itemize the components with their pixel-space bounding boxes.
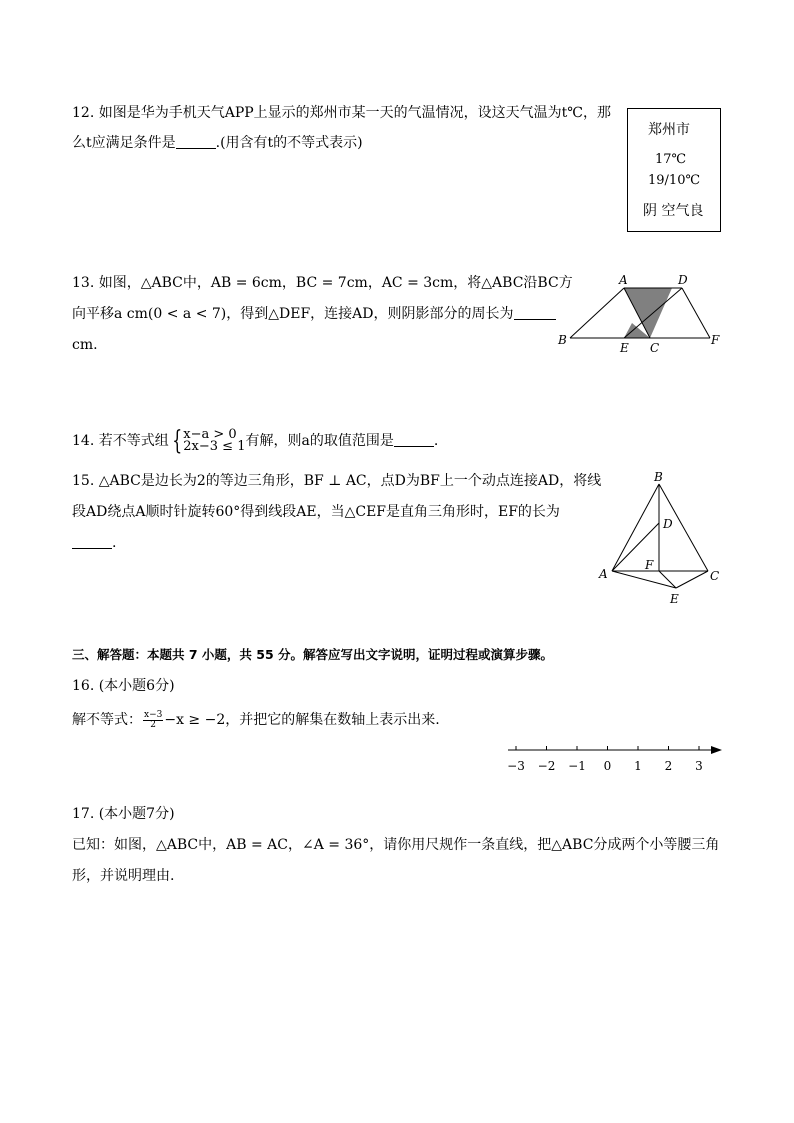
q16-line: 解不等式： $\frac{x-3}{2}$ −x ≥ −2，并把它的解集在数轴上表示出来.: [72, 709, 440, 730]
number-line-tick-label: −1: [568, 759, 586, 773]
section3-heading: 三、解答题：本题共 7 小题，共 55 分。解答应写出文字说明，证明过程或演算步骤。: [72, 647, 554, 662]
number-line: [500, 738, 730, 778]
q15-line-CE: [676, 571, 708, 588]
weather-temp-range: 19/10℃: [648, 173, 701, 188]
q13-label-D: D: [678, 273, 688, 287]
weather-card: [627, 108, 721, 232]
weather-current-temp: 17℃: [655, 152, 687, 167]
q13-line2: 向平移a cm(0 < a < 7)，得到△DEF，连接AD，则阴影部分的周长为: [72, 305, 556, 323]
q15-label-B: B: [654, 470, 663, 484]
q13-label-B: B: [558, 333, 567, 347]
q17-title: 17. (本小题7分): [72, 806, 175, 822]
weather-city: 郑州市: [648, 122, 690, 138]
q15-line2: 段AD绕点A顺时针旋转60°得到线段AE，当△CEF是直角三角形时，EF的长为: [72, 504, 560, 520]
q17-line1: 已知：如图，△ABC中，AB = AC，∠A = 36°，请你用尺规作一条直线，把△ABC分成两个小等腰三角: [72, 837, 720, 853]
q13-line-AB: [570, 288, 624, 338]
number-line-tick-label: 0: [603, 759, 612, 773]
q14-brace: {: [172, 426, 182, 456]
q13-figure: [550, 270, 730, 360]
q15-line1: 15. △ABC是边长为2的等边三角形，BF ⊥ AC，点D为BF上一个动点连接AD，将线: [72, 473, 602, 489]
q15-line3: .: [72, 534, 116, 552]
q15-label-A: A: [599, 567, 608, 581]
q15-answer-blank[interactable]: [72, 534, 112, 549]
q16-title: 16. (本小题6分): [72, 678, 175, 694]
number-line-arrow-icon: [711, 746, 722, 754]
q13-label-E: E: [620, 341, 629, 355]
q13-label-A: A: [619, 273, 628, 287]
q13-line1: 13. 如图，△ABC中，AB = 6cm，BC = 7cm，AC = 3cm，将△ABC沿BC方: [72, 275, 573, 291]
q15-label-D: D: [663, 517, 673, 531]
q15-figure: [595, 470, 725, 610]
q14-line: 14. 若不等式组 { x−a > 0 2x−3 ≤ 1 有解，则a的取值范围是 .: [72, 426, 439, 456]
number-line-tick-label: 2: [664, 759, 673, 773]
q15-label-C: C: [710, 569, 720, 583]
q17-line2: 形，并说明理由.: [72, 868, 175, 884]
q14-system: x−a > 0 2x−3 ≤ 1: [183, 427, 246, 454]
number-line-tick-label: 1: [634, 759, 642, 773]
q14-answer-blank[interactable]: [394, 432, 434, 447]
weather-status: 阴 空气良: [643, 203, 704, 219]
q15-label-E: E: [670, 592, 679, 606]
q15-label-F: F: [645, 558, 654, 572]
q12-answer-blank[interactable]: [176, 134, 216, 149]
number-line-tick-label: −3: [507, 759, 525, 773]
q13-line-DF: [682, 288, 710, 338]
q13-label-F: F: [711, 333, 720, 347]
q12-line2: 么t应满足条件是 .(用含有t的不等式表示): [72, 135, 363, 151]
number-line-tick-label: −2: [537, 759, 556, 773]
q13-line3: cm.: [72, 337, 98, 353]
q16-fraction: $\frac{x-3}{2}$: [144, 709, 163, 730]
q12-line1: 12. 如图是华为手机天气APP上显示的郑州市某一天的气温情况，设这天气温为t℃，那: [72, 105, 611, 121]
q13-label-C: C: [650, 341, 660, 355]
number-line-tick-label: 3: [695, 759, 703, 773]
q15-line-AE: [612, 571, 676, 588]
